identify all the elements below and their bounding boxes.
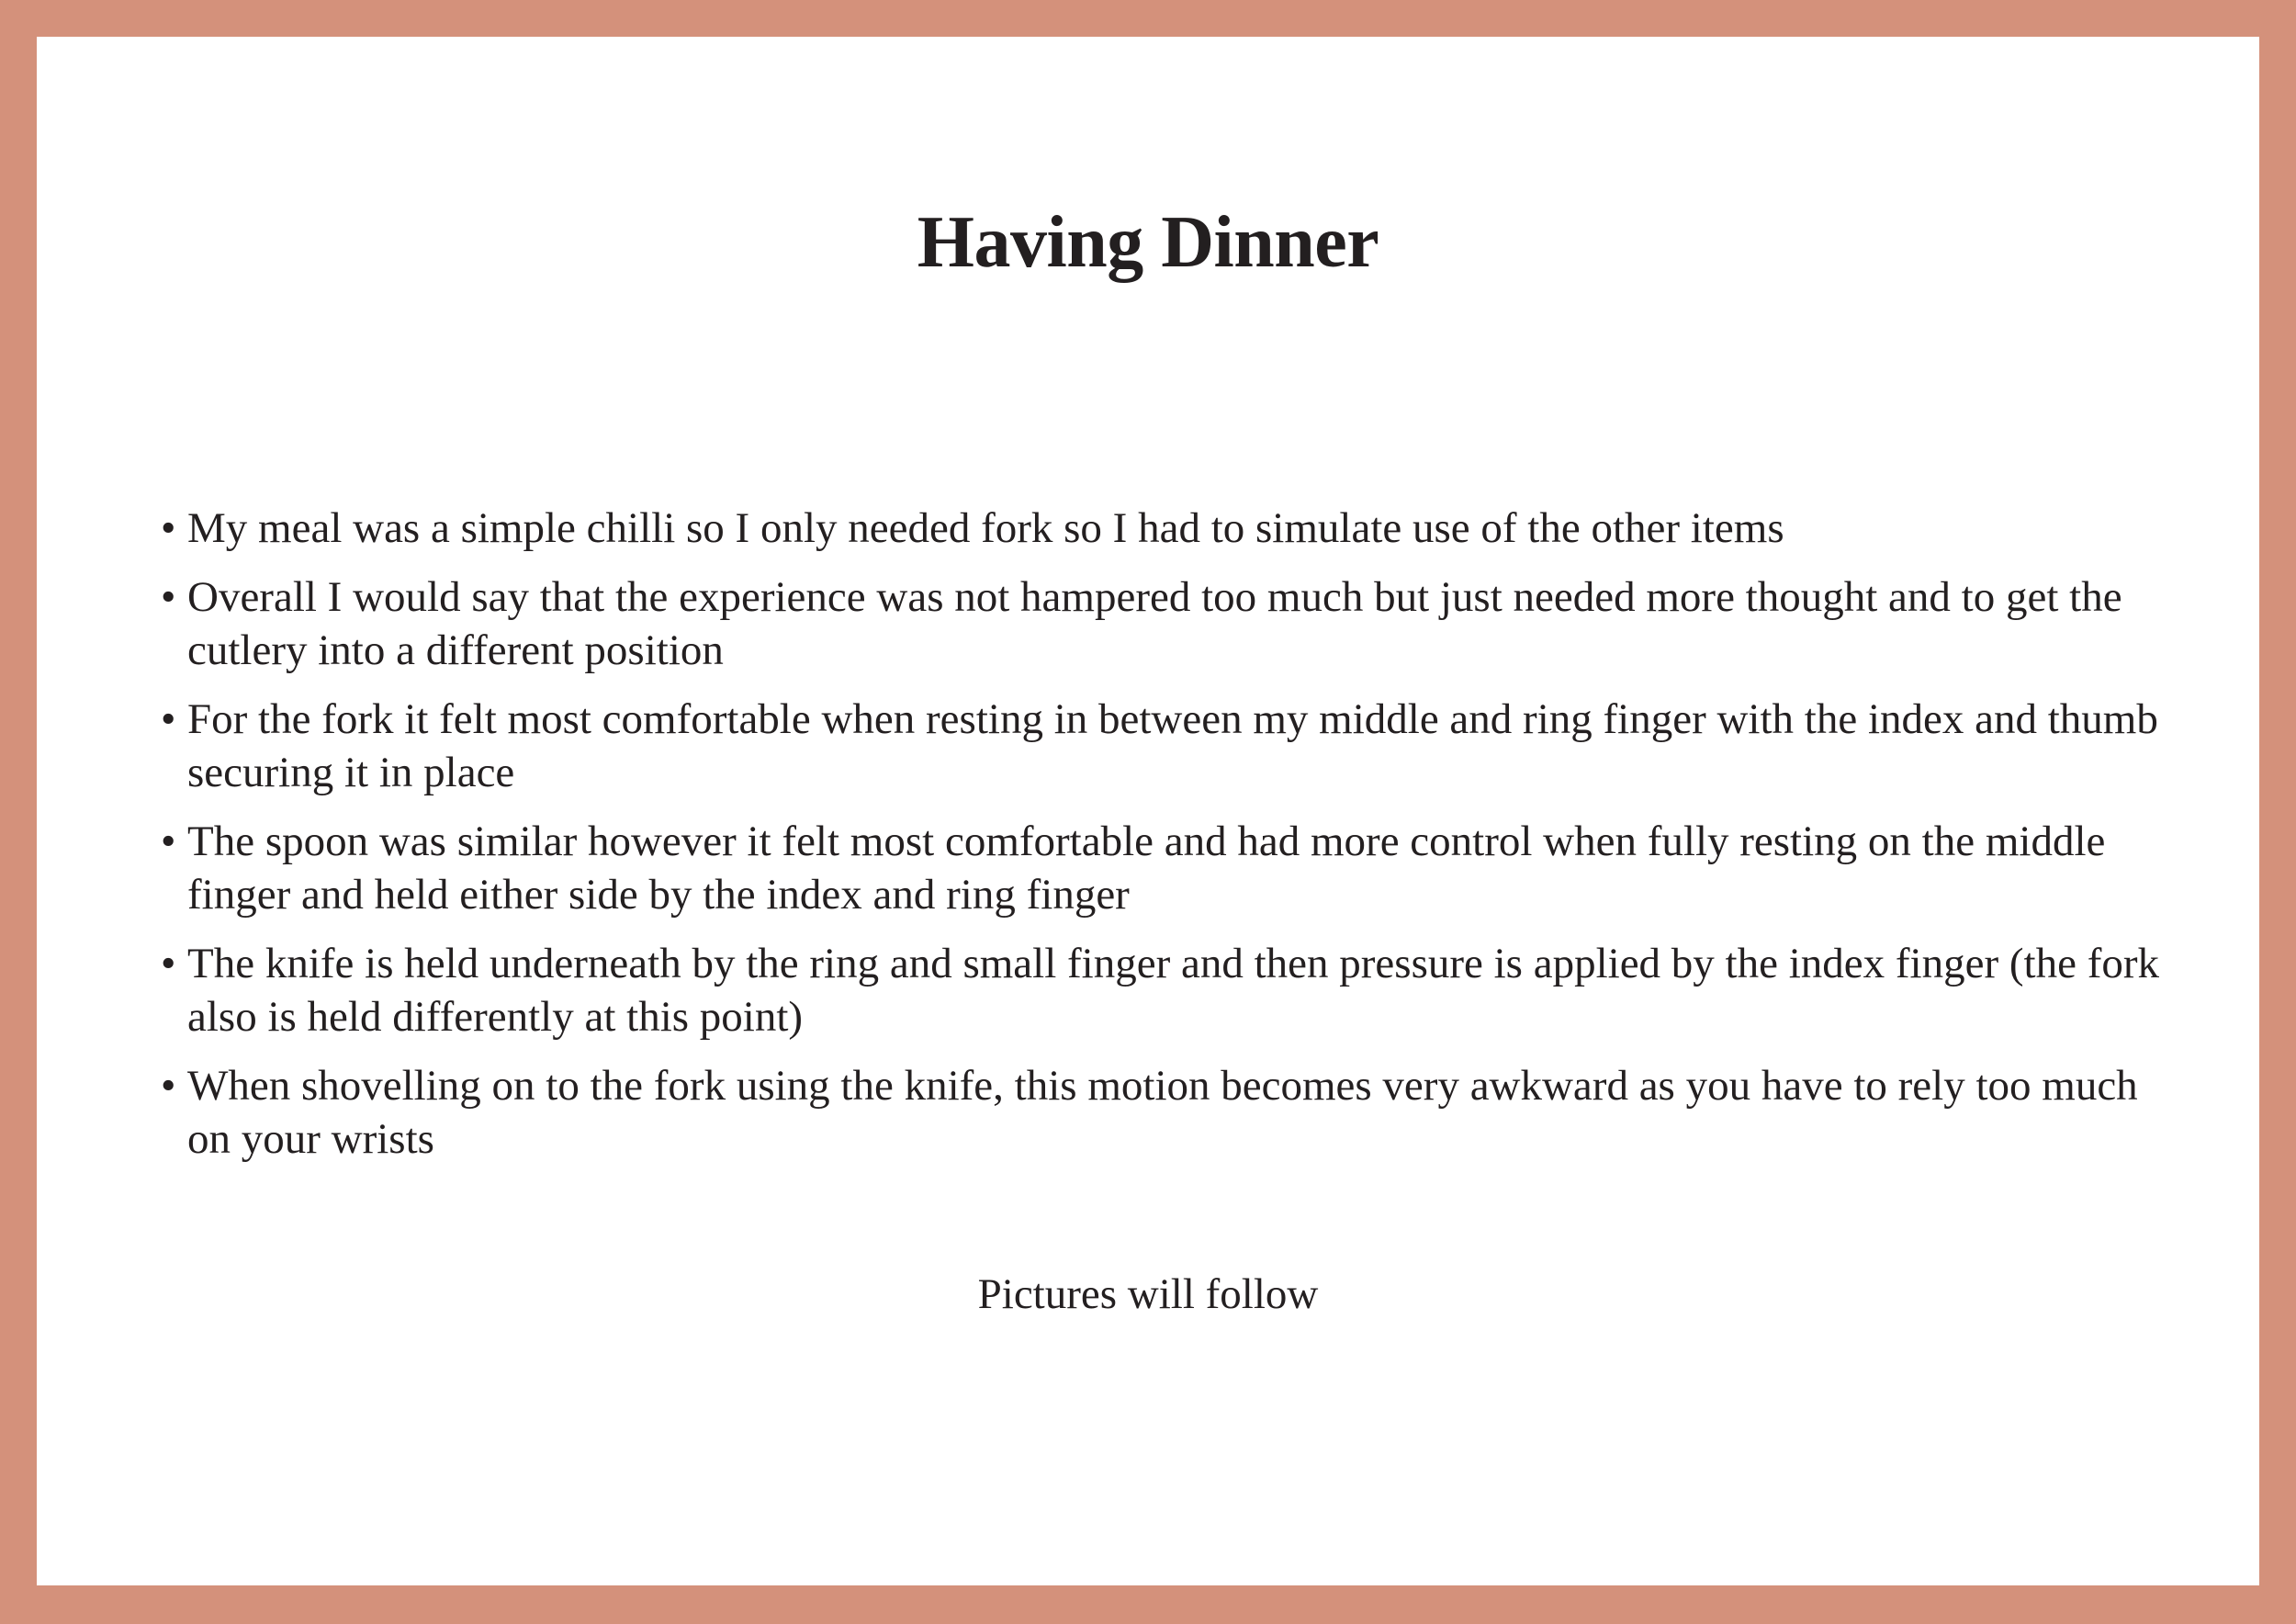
- slide-page: [37, 37, 2259, 1585]
- bullet-item: [161, 693, 2181, 799]
- bullet-item: [161, 815, 2181, 921]
- bullet-text: Overall I would say that the experience was not hampered too much but just needed more thought and to get the cutlery into a different position: [187, 573, 2122, 674]
- bullet-text: For the fork it felt most comfortable when resting in between my middle and ring finger with the index and thumb securing it in place: [187, 695, 2158, 796]
- bullet-marker: •: [161, 695, 176, 743]
- bullet-item: [161, 937, 2181, 1043]
- bullet-marker: •: [161, 573, 176, 621]
- bullet-item: [161, 502, 2181, 555]
- bullet-text: When shovelling on to the fork using the knife, this motion becomes very awkward as you have to rely too much on your wrists: [187, 1062, 2138, 1163]
- bullet-marker: •: [161, 818, 176, 865]
- bullet-marker: •: [161, 940, 176, 987]
- slide-title: Having Dinner: [917, 202, 1379, 283]
- bullet-item: [161, 570, 2181, 677]
- footer-note: Pictures will follow: [977, 1270, 1319, 1318]
- bullet-text: The knife is held underneath by the ring and small finger and then pressure is applied by the index finger (the fork also is held differently at this point): [187, 940, 2159, 1041]
- bullet-list: [161, 502, 2181, 1181]
- bullet-text: The spoon was similar however it felt most comfortable and had more control when fully resting on the middle finger and held either side by the index and ring finger: [187, 818, 2106, 919]
- bullet-text: My meal was a simple chilli so I only needed fork so I had to simulate use of the other items: [187, 504, 1784, 552]
- bullet-item: [161, 1059, 2181, 1166]
- bullet-marker: •: [161, 504, 176, 552]
- bullet-marker: •: [161, 1062, 176, 1110]
